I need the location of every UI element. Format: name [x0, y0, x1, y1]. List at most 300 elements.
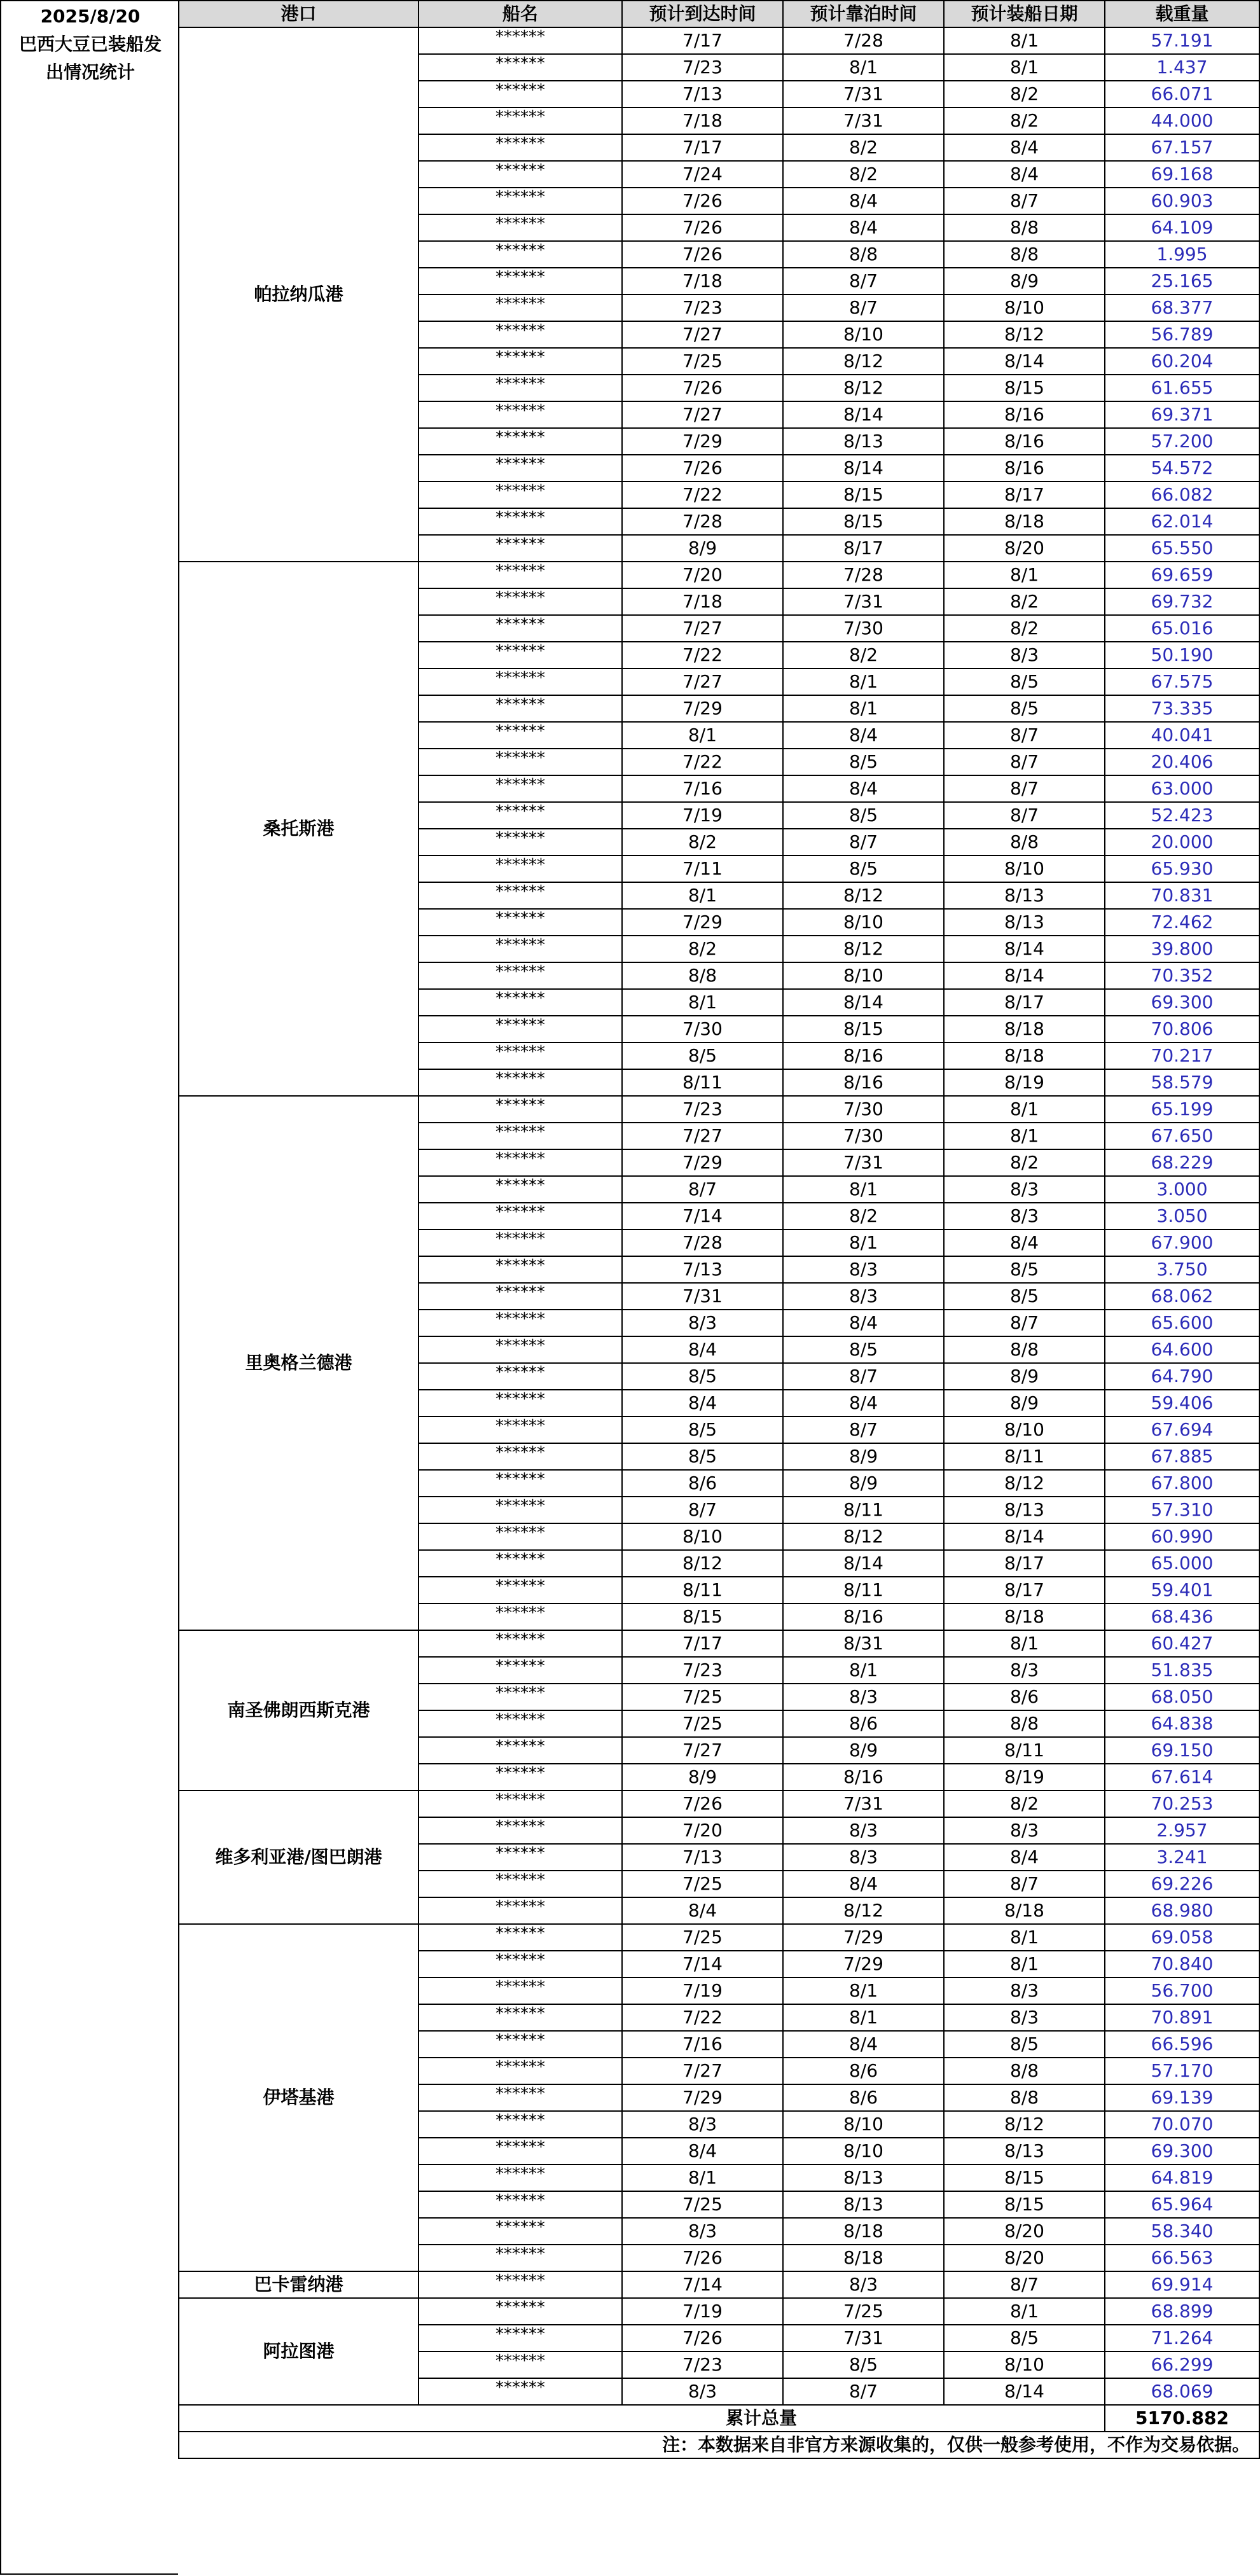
- berthing-date-cell: 8/9: [783, 1470, 944, 1497]
- berthing-date-cell: 8/3: [783, 1256, 944, 1283]
- berthing-date-cell: 8/3: [783, 1844, 944, 1871]
- arrival-date-cell: 7/13: [622, 1844, 783, 1871]
- arrival-date-cell: 7/23: [622, 1657, 783, 1684]
- loading-date-cell: 8/5: [944, 695, 1105, 722]
- tonnage-cell: 66.299: [1105, 2351, 1259, 2378]
- berthing-date-cell: 8/2: [783, 161, 944, 188]
- loading-date-cell: 8/18: [944, 1016, 1105, 1042]
- berthing-date-cell: 8/6: [783, 2058, 944, 2084]
- loading-date-cell: 8/7: [944, 1310, 1105, 1336]
- tonnage-cell: 64.109: [1105, 214, 1259, 241]
- berthing-date-cell: 7/31: [783, 588, 944, 615]
- tonnage-cell: 64.600: [1105, 1336, 1259, 1363]
- arrival-date-cell: 7/26: [622, 214, 783, 241]
- arrival-date-cell: 7/26: [622, 1790, 783, 1817]
- arrival-date-cell: 8/6: [622, 1470, 783, 1497]
- ship-name-cell: ******: [419, 2138, 622, 2164]
- ship-name-cell: ******: [419, 2271, 622, 2298]
- loading-date-cell: 8/13: [944, 909, 1105, 936]
- berthing-date-cell: 8/14: [783, 1550, 944, 1577]
- berthing-date-cell: 8/2: [783, 1203, 944, 1229]
- tonnage-cell: 67.650: [1105, 1123, 1259, 1149]
- arrival-date-cell: 8/1: [622, 989, 783, 1016]
- loading-date-cell: 8/1: [944, 2298, 1105, 2325]
- port-name: 阿拉图港: [179, 2298, 419, 2405]
- berthing-date-cell: 8/4: [783, 2031, 944, 2058]
- ship-name-cell: ******: [419, 695, 622, 722]
- ship-name-cell: ******: [419, 2058, 622, 2084]
- ship-name-cell: ******: [419, 1951, 622, 1977]
- arrival-date-cell: 8/5: [622, 1416, 783, 1443]
- ship-name-cell: ******: [419, 668, 622, 695]
- ship-name-cell: ******: [419, 1069, 622, 1096]
- berthing-date-cell: 8/11: [783, 1577, 944, 1603]
- berthing-date-cell: 8/7: [783, 1363, 944, 1390]
- ship-name-cell: ******: [419, 1603, 622, 1630]
- tonnage-cell: 65.600: [1105, 1310, 1259, 1336]
- tonnage-cell: 62.014: [1105, 508, 1259, 535]
- ship-name-cell: ******: [419, 1550, 622, 1577]
- arrival-date-cell: 7/17: [622, 1630, 783, 1657]
- berthing-date-cell: 8/18: [783, 2245, 944, 2271]
- berthing-date-cell: 8/15: [783, 481, 944, 508]
- tonnage-cell: 68.050: [1105, 1684, 1259, 1710]
- berthing-date-cell: 8/1: [783, 2004, 944, 2031]
- tonnage-cell: 67.694: [1105, 1416, 1259, 1443]
- berthing-date-cell: 8/12: [783, 1523, 944, 1550]
- arrival-date-cell: 8/5: [622, 1042, 783, 1069]
- loading-date-cell: 8/5: [944, 2325, 1105, 2351]
- ship-name-cell: ******: [419, 1390, 622, 1416]
- ship-name-cell: ******: [419, 268, 622, 294]
- ship-name-cell: ******: [419, 54, 622, 81]
- arrival-date-cell: 7/16: [622, 775, 783, 802]
- arrival-date-cell: 7/19: [622, 1977, 783, 2004]
- loading-date-cell: 8/2: [944, 1790, 1105, 1817]
- col-header-berthing: 预计靠泊时间: [783, 1, 944, 27]
- ship-name-cell: ******: [419, 1497, 622, 1523]
- tonnage-cell: 60.427: [1105, 1630, 1259, 1657]
- arrival-date-cell: 7/17: [622, 27, 783, 54]
- tonnage-cell: 66.596: [1105, 2031, 1259, 2058]
- ship-name-cell: ******: [419, 294, 622, 321]
- berthing-date-cell: 8/4: [783, 722, 944, 749]
- berthing-date-cell: 8/16: [783, 1764, 944, 1790]
- loading-date-cell: 8/18: [944, 1042, 1105, 1069]
- arrival-date-cell: 7/25: [622, 348, 783, 375]
- berthing-date-cell: 8/7: [783, 829, 944, 855]
- tonnage-cell: 65.199: [1105, 1096, 1259, 1123]
- loading-date-cell: 8/11: [944, 1443, 1105, 1470]
- tonnage-cell: 69.139: [1105, 2084, 1259, 2111]
- loading-date-cell: 8/7: [944, 1871, 1105, 1897]
- total-label: 累计总量: [419, 2405, 1105, 2432]
- loading-date-cell: 8/8: [944, 1710, 1105, 1737]
- loading-date-cell: 8/7: [944, 749, 1105, 775]
- tonnage-cell: 70.831: [1105, 882, 1259, 909]
- report-title-line2: 出情况统计: [45, 62, 135, 83]
- berthing-date-cell: 8/15: [783, 508, 944, 535]
- ship-name-cell: ******: [419, 348, 622, 375]
- arrival-date-cell: 7/26: [622, 2245, 783, 2271]
- port-name: 里奥格兰德港: [179, 1096, 419, 1630]
- arrival-date-cell: 8/15: [622, 1603, 783, 1630]
- berthing-date-cell: 8/9: [783, 1737, 944, 1764]
- arrival-date-cell: 7/14: [622, 2271, 783, 2298]
- table-row: [179, 1630, 1259, 1657]
- arrival-date-cell: 7/27: [622, 1737, 783, 1764]
- berthing-date-cell: 7/30: [783, 1123, 944, 1149]
- col-header-ship-name: 船名: [419, 1, 622, 27]
- loading-date-cell: 8/14: [944, 1523, 1105, 1550]
- loading-date-cell: 8/8: [944, 1336, 1105, 1363]
- tonnage-cell: 58.340: [1105, 2218, 1259, 2245]
- tonnage-cell: 73.335: [1105, 695, 1259, 722]
- ship-name-cell: ******: [419, 1630, 622, 1657]
- berthing-date-cell: 8/10: [783, 2138, 944, 2164]
- berthing-date-cell: 8/10: [783, 2111, 944, 2138]
- ship-name-cell: ******: [419, 1470, 622, 1497]
- loading-date-cell: 8/19: [944, 1069, 1105, 1096]
- berthing-date-cell: 8/5: [783, 855, 944, 882]
- loading-date-cell: 8/1: [944, 1630, 1105, 1657]
- ship-name-cell: ******: [419, 936, 622, 962]
- table-row: [179, 1096, 1259, 1123]
- berthing-date-cell: 8/14: [783, 455, 944, 481]
- loading-date-cell: 8/10: [944, 2351, 1105, 2378]
- loading-date-cell: 8/5: [944, 668, 1105, 695]
- ship-name-cell: ******: [419, 882, 622, 909]
- arrival-date-cell: 7/26: [622, 2325, 783, 2351]
- loading-date-cell: 8/20: [944, 2218, 1105, 2245]
- berthing-date-cell: 8/12: [783, 1897, 944, 1924]
- arrival-date-cell: 7/28: [622, 508, 783, 535]
- berthing-date-cell: 8/16: [783, 1603, 944, 1630]
- disclaimer-note: 注：本数据来自非官方来源收集的，仅供一般参考使用，不作为交易依据。: [179, 2432, 1259, 2458]
- loading-date-cell: 8/8: [944, 829, 1105, 855]
- berthing-date-cell: 7/31: [783, 2325, 944, 2351]
- table-row: [179, 2298, 1259, 2325]
- arrival-date-cell: 7/26: [622, 455, 783, 481]
- loading-date-cell: 8/3: [944, 2004, 1105, 2031]
- tonnage-cell: 60.990: [1105, 1523, 1259, 1550]
- arrival-date-cell: 7/20: [622, 562, 783, 588]
- arrival-date-cell: 7/13: [622, 1256, 783, 1283]
- berthing-date-cell: 8/13: [783, 428, 944, 455]
- tonnage-cell: 67.575: [1105, 668, 1259, 695]
- ship-name-cell: ******: [419, 2325, 622, 2351]
- loading-date-cell: 8/2: [944, 1149, 1105, 1176]
- ship-name-cell: ******: [419, 535, 622, 562]
- arrival-date-cell: 8/3: [622, 2111, 783, 2138]
- loading-date-cell: 8/13: [944, 882, 1105, 909]
- ship-name-cell: ******: [419, 241, 622, 268]
- tonnage-cell: 69.659: [1105, 562, 1259, 588]
- port-name: 伊塔基港: [179, 1924, 419, 2271]
- ship-name-cell: ******: [419, 2298, 622, 2325]
- ship-name-cell: ******: [419, 615, 622, 642]
- ship-name-cell: ******: [419, 962, 622, 989]
- tonnage-cell: 58.579: [1105, 1069, 1259, 1096]
- loading-date-cell: 8/12: [944, 1470, 1105, 1497]
- berthing-date-cell: 8/7: [783, 2378, 944, 2405]
- ship-name-cell: ******: [419, 27, 622, 54]
- loading-date-cell: 8/10: [944, 1416, 1105, 1443]
- ship-name-cell: ******: [419, 1416, 622, 1443]
- tonnage-cell: 69.150: [1105, 1737, 1259, 1764]
- col-header-loading: 预计装船日期: [944, 1, 1105, 27]
- ship-name-cell: ******: [419, 1336, 622, 1363]
- tonnage-cell: 68.899: [1105, 2298, 1259, 2325]
- table-header-row: [179, 1, 1259, 27]
- ship-name-cell: ******: [419, 1764, 622, 1790]
- loading-date-cell: 8/10: [944, 855, 1105, 882]
- berthing-date-cell: 7/31: [783, 1790, 944, 1817]
- arrival-date-cell: 8/5: [622, 1363, 783, 1390]
- tonnage-cell: 69.168: [1105, 161, 1259, 188]
- berthing-date-cell: 8/1: [783, 668, 944, 695]
- report-date: 2025/8/20: [40, 6, 141, 27]
- loading-date-cell: 8/7: [944, 2271, 1105, 2298]
- berthing-date-cell: 8/3: [783, 1283, 944, 1310]
- ship-name-cell: ******: [419, 1042, 622, 1069]
- ship-name-cell: ******: [419, 188, 622, 214]
- arrival-date-cell: 8/10: [622, 1523, 783, 1550]
- tonnage-cell: 65.000: [1105, 1550, 1259, 1577]
- ship-name-cell: ******: [419, 775, 622, 802]
- berthing-date-cell: 8/5: [783, 749, 944, 775]
- ship-name-cell: ******: [419, 829, 622, 855]
- berthing-date-cell: 8/3: [783, 1817, 944, 1844]
- arrival-date-cell: 8/12: [622, 1550, 783, 1577]
- arrival-date-cell: 8/11: [622, 1577, 783, 1603]
- ship-name-cell: ******: [419, 2111, 622, 2138]
- tonnage-cell: 57.310: [1105, 1497, 1259, 1523]
- loading-date-cell: 8/11: [944, 1737, 1105, 1764]
- arrival-date-cell: 7/29: [622, 2084, 783, 2111]
- arrival-date-cell: 8/11: [622, 1069, 783, 1096]
- berthing-date-cell: 8/10: [783, 962, 944, 989]
- berthing-date-cell: 7/29: [783, 1951, 944, 1977]
- arrival-date-cell: 8/1: [622, 882, 783, 909]
- ship-name-cell: ******: [419, 1710, 622, 1737]
- loading-date-cell: 8/18: [944, 508, 1105, 535]
- berthing-date-cell: 8/4: [783, 1310, 944, 1336]
- berthing-date-cell: 8/2: [783, 642, 944, 668]
- tonnage-cell: 70.217: [1105, 1042, 1259, 1069]
- ship-name-cell: ******: [419, 2245, 622, 2271]
- loading-date-cell: 8/6: [944, 1684, 1105, 1710]
- arrival-date-cell: 7/25: [622, 1710, 783, 1737]
- tonnage-cell: 69.732: [1105, 588, 1259, 615]
- arrival-date-cell: 7/22: [622, 481, 783, 508]
- tonnage-cell: 3.050: [1105, 1203, 1259, 1229]
- tonnage-cell: 65.930: [1105, 855, 1259, 882]
- berthing-date-cell: 8/5: [783, 1336, 944, 1363]
- tonnage-cell: 66.563: [1105, 2245, 1259, 2271]
- loading-date-cell: 8/4: [944, 161, 1105, 188]
- loading-date-cell: 8/5: [944, 1256, 1105, 1283]
- ship-name-cell: ******: [419, 1817, 622, 1844]
- ship-name-cell: ******: [419, 1149, 622, 1176]
- berthing-date-cell: 8/10: [783, 321, 944, 348]
- arrival-date-cell: 7/22: [622, 2004, 783, 2031]
- ship-name-cell: ******: [419, 321, 622, 348]
- tonnage-cell: 64.819: [1105, 2164, 1259, 2191]
- arrival-date-cell: 7/25: [622, 1924, 783, 1951]
- ship-name-cell: ******: [419, 214, 622, 241]
- tonnage-cell: 56.789: [1105, 321, 1259, 348]
- tonnage-cell: 20.000: [1105, 829, 1259, 855]
- note-row: [179, 2432, 1259, 2458]
- berthing-date-cell: 7/31: [783, 1149, 944, 1176]
- ship-name-cell: ******: [419, 2351, 622, 2378]
- berthing-date-cell: 8/17: [783, 535, 944, 562]
- arrival-date-cell: 8/5: [622, 1443, 783, 1470]
- loading-date-cell: 8/1: [944, 1924, 1105, 1951]
- tonnage-cell: 50.190: [1105, 642, 1259, 668]
- arrival-date-cell: 7/31: [622, 1283, 783, 1310]
- tonnage-cell: 69.058: [1105, 1924, 1259, 1951]
- loading-date-cell: 8/4: [944, 1844, 1105, 1871]
- tonnage-cell: 60.204: [1105, 348, 1259, 375]
- tonnage-cell: 39.800: [1105, 936, 1259, 962]
- loading-date-cell: 8/18: [944, 1603, 1105, 1630]
- tonnage-cell: 69.371: [1105, 401, 1259, 428]
- col-header-arrival: 预计到达时间: [622, 1, 783, 27]
- loading-date-cell: 8/15: [944, 2164, 1105, 2191]
- ship-name-cell: ******: [419, 1016, 622, 1042]
- arrival-date-cell: 7/27: [622, 2058, 783, 2084]
- tonnage-cell: 64.790: [1105, 1363, 1259, 1390]
- loading-date-cell: 8/4: [944, 1229, 1105, 1256]
- loading-date-cell: 8/9: [944, 1363, 1105, 1390]
- arrival-date-cell: 7/22: [622, 642, 783, 668]
- arrival-date-cell: 7/27: [622, 668, 783, 695]
- loading-date-cell: 8/15: [944, 2191, 1105, 2218]
- ship-name-cell: ******: [419, 2004, 622, 2031]
- berthing-date-cell: 8/7: [783, 294, 944, 321]
- ship-name-cell: ******: [419, 1256, 622, 1283]
- ship-name-cell: ******: [419, 1977, 622, 2004]
- loading-date-cell: 8/3: [944, 1203, 1105, 1229]
- loading-date-cell: 8/1: [944, 54, 1105, 81]
- ship-name-cell: ******: [419, 2378, 622, 2405]
- ship-name-cell: ******: [419, 1123, 622, 1149]
- ship-name-cell: ******: [419, 562, 622, 588]
- tonnage-cell: 67.885: [1105, 1443, 1259, 1470]
- port-name: 南圣佛朗西斯克港: [179, 1630, 419, 1790]
- berthing-date-cell: 7/29: [783, 1924, 944, 1951]
- berthing-date-cell: 8/11: [783, 1497, 944, 1523]
- tonnage-cell: 1.437: [1105, 54, 1259, 81]
- loading-date-cell: 8/20: [944, 535, 1105, 562]
- tonnage-cell: 44.000: [1105, 107, 1259, 134]
- loading-date-cell: 8/10: [944, 294, 1105, 321]
- loading-date-cell: 8/8: [944, 241, 1105, 268]
- ship-name-cell: ******: [419, 1577, 622, 1603]
- tonnage-cell: 67.800: [1105, 1470, 1259, 1497]
- ship-name-cell: ******: [419, 481, 622, 508]
- tonnage-cell: 3.241: [1105, 1844, 1259, 1871]
- ship-name-cell: ******: [419, 161, 622, 188]
- ship-name-cell: ******: [419, 401, 622, 428]
- tonnage-cell: 64.838: [1105, 1710, 1259, 1737]
- tonnage-cell: 69.300: [1105, 2138, 1259, 2164]
- arrival-date-cell: 7/28: [622, 1229, 783, 1256]
- tonnage-cell: 51.835: [1105, 1657, 1259, 1684]
- table-row: [179, 27, 1259, 54]
- loading-date-cell: 8/5: [944, 1283, 1105, 1310]
- berthing-date-cell: 8/1: [783, 1977, 944, 2004]
- berthing-date-cell: 8/12: [783, 936, 944, 962]
- arrival-date-cell: 8/4: [622, 1897, 783, 1924]
- tonnage-cell: 65.964: [1105, 2191, 1259, 2218]
- tonnage-cell: 63.000: [1105, 775, 1259, 802]
- loading-date-cell: 8/7: [944, 722, 1105, 749]
- tonnage-cell: 66.082: [1105, 481, 1259, 508]
- arrival-date-cell: 7/17: [622, 134, 783, 161]
- berthing-date-cell: 7/30: [783, 615, 944, 642]
- ship-name-cell: ******: [419, 749, 622, 775]
- berthing-date-cell: 8/16: [783, 1042, 944, 1069]
- tonnage-cell: 52.423: [1105, 802, 1259, 829]
- berthing-date-cell: 8/9: [783, 1443, 944, 1470]
- loading-date-cell: 8/16: [944, 455, 1105, 481]
- loading-date-cell: 8/13: [944, 1497, 1105, 1523]
- berthing-date-cell: 8/10: [783, 909, 944, 936]
- berthing-date-cell: 8/1: [783, 1229, 944, 1256]
- berthing-date-cell: 8/5: [783, 802, 944, 829]
- tonnage-cell: 70.253: [1105, 1790, 1259, 1817]
- berthing-date-cell: 8/4: [783, 1390, 944, 1416]
- tonnage-cell: 69.226: [1105, 1871, 1259, 1897]
- ship-name-cell: ******: [419, 642, 622, 668]
- berthing-date-cell: 8/8: [783, 241, 944, 268]
- berthing-date-cell: 8/12: [783, 882, 944, 909]
- loading-date-cell: 8/17: [944, 989, 1105, 1016]
- arrival-date-cell: 7/22: [622, 749, 783, 775]
- port-name: 巴卡雷纳港: [179, 2271, 419, 2298]
- arrival-date-cell: 8/3: [622, 2218, 783, 2245]
- loading-date-cell: 8/1: [944, 1096, 1105, 1123]
- report-title-line1: 巴西大豆已装船发: [18, 34, 162, 55]
- berthing-date-cell: 8/4: [783, 214, 944, 241]
- loading-date-cell: 8/20: [944, 2245, 1105, 2271]
- ship-name-cell: ******: [419, 855, 622, 882]
- arrival-date-cell: 7/25: [622, 2191, 783, 2218]
- ship-name-cell: ******: [419, 1737, 622, 1764]
- tonnage-cell: 68.062: [1105, 1283, 1259, 1310]
- arrival-date-cell: 7/23: [622, 2351, 783, 2378]
- arrival-date-cell: 7/27: [622, 401, 783, 428]
- arrival-date-cell: 7/23: [622, 1096, 783, 1123]
- arrival-date-cell: 7/19: [622, 802, 783, 829]
- tonnage-cell: 69.914: [1105, 2271, 1259, 2298]
- ship-name-cell: ******: [419, 455, 622, 481]
- tonnage-cell: 68.980: [1105, 1897, 1259, 1924]
- arrival-date-cell: 8/4: [622, 1390, 783, 1416]
- berthing-date-cell: 8/1: [783, 54, 944, 81]
- arrival-date-cell: 7/14: [622, 1203, 783, 1229]
- arrival-date-cell: 7/24: [622, 161, 783, 188]
- ship-name-cell: ******: [419, 1871, 622, 1897]
- berthing-date-cell: 8/3: [783, 1684, 944, 1710]
- tonnage-cell: 57.170: [1105, 2058, 1259, 2084]
- berthing-date-cell: 8/2: [783, 134, 944, 161]
- arrival-date-cell: 8/9: [622, 535, 783, 562]
- tonnage-cell: 59.406: [1105, 1390, 1259, 1416]
